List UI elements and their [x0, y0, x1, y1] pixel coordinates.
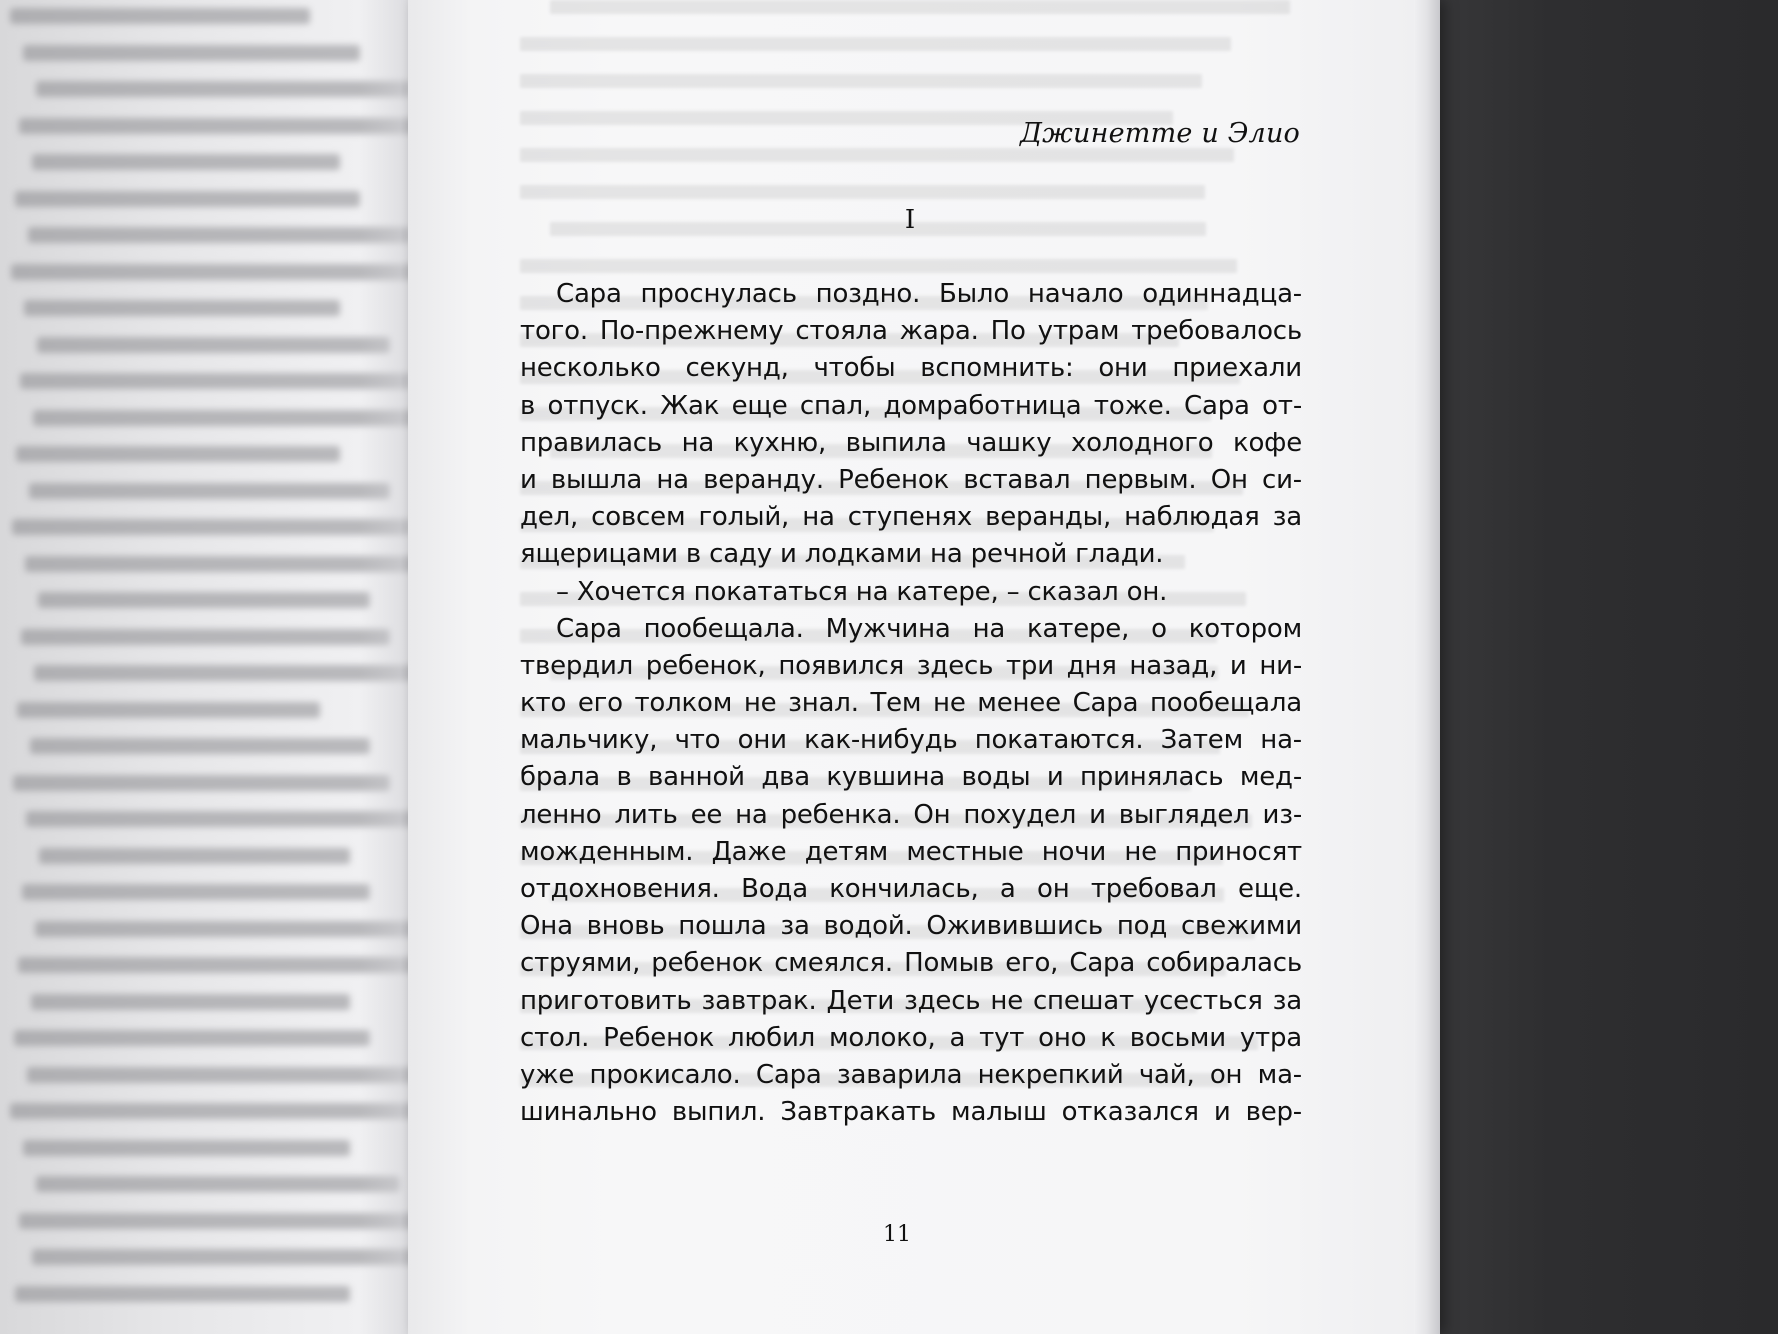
ghost-line — [550, 0, 1290, 14]
text-line: шинально выпил. Завтракать малыш отказался и вер- — [520, 1097, 1302, 1128]
text-line: мальчику, что они как-нибудь покатаются. Затем на- — [520, 725, 1302, 756]
text-line: твердил ребенок, появился здесь три дня назад, и ни- — [520, 650, 1302, 681]
text-line: Она вновь пошла за водой. Оживившись под свежими — [520, 911, 1302, 942]
ghost-line — [520, 37, 1231, 51]
blurred-line — [15, 1286, 350, 1302]
page-edge — [1414, 0, 1440, 1334]
text-line: в отпуск. Жак еще спал, домработница тоже. Сара от- — [520, 390, 1302, 421]
ghost-line — [550, 222, 1206, 236]
blurred-line — [29, 483, 390, 499]
blurred-line — [16, 446, 340, 462]
blurred-line — [28, 227, 410, 243]
blurred-line — [15, 191, 360, 207]
blurred-line — [23, 45, 360, 61]
blurred-line — [17, 702, 320, 718]
blurred-line — [36, 81, 410, 97]
blurred-line — [12, 519, 410, 535]
left-page-blurred — [0, 0, 420, 1334]
text-line: Сара проснулась поздно. Было начало одиннадца- — [556, 279, 1302, 309]
text-line: ящерицами в саду и лодками на речной глади. — [520, 539, 1164, 570]
blurred-line — [37, 337, 390, 353]
ghost-line — [520, 148, 1234, 162]
text-line: уже прокисало. Сара заварила некрепкий чай, он ма- — [520, 1059, 1302, 1090]
blurred-line — [13, 775, 390, 791]
ghost-line — [520, 74, 1202, 88]
text-line: струями, ребенок смеялся. Помыв его, Сара собиралась — [520, 948, 1302, 979]
blurred-line — [32, 154, 340, 170]
blurred-line — [30, 738, 370, 754]
text-line: ленно лить ее на ребенка. Он похудел и выглядел из- — [520, 799, 1302, 830]
left-page-text-blur — [0, 0, 420, 1334]
text-line: дел, совсем голый, на ступенях веранды, наблюдая за — [520, 502, 1302, 533]
text-line: несколько секунд, чтобы вспомнить: они приехали — [520, 353, 1302, 384]
blurred-line — [36, 1176, 400, 1192]
text-line: приготовить завтрак. Дети здесь не спешат усесться за — [520, 985, 1302, 1016]
ghost-line — [520, 259, 1237, 273]
body-text — [520, 276, 1302, 1131]
running-head: Джинетте и Элио — [1019, 118, 1300, 149]
text-line: можденным. Даже детям местные ночи не приносят — [520, 836, 1302, 867]
blurred-line — [23, 1140, 350, 1156]
text-line: стол. Ребенок любил молоко, а тут оно к восьми утра — [520, 1022, 1302, 1053]
text-line: того. По-прежнему стояла жара. По утрам требовалось — [520, 316, 1302, 347]
chapter-number: I — [904, 205, 916, 235]
text-line: Сара пообещала. Мужчина на катере, о котором — [556, 613, 1302, 644]
page-number: 11 — [883, 1222, 911, 1247]
text-line: кто его толком не знал. Тем не менее Сара пообещала — [520, 688, 1302, 719]
blurred-line — [24, 300, 340, 316]
blurred-line — [38, 592, 370, 608]
blurred-line — [39, 848, 350, 864]
blurred-line — [21, 629, 390, 645]
blurred-line — [14, 1030, 370, 1046]
text-line: отдохновения. Вода кончилась, а он требовал еще. — [520, 874, 1302, 904]
text-line: – Хочется покататься на катере, – сказал он. — [556, 576, 1168, 607]
ghost-line — [520, 185, 1205, 199]
blurred-line — [31, 994, 350, 1010]
text-line: и вышла на веранду. Ребенок вставал первым. Он си- — [520, 464, 1302, 495]
blurred-line — [20, 373, 410, 389]
text-line: правилась на кухню, выпила чашку холодного кофе — [520, 427, 1302, 458]
dark-background — [1400, 0, 1778, 1334]
blurred-line — [22, 884, 370, 900]
text-line: брала в ванной два кувшина воды и принялась мед- — [520, 762, 1302, 793]
blurred-line — [11, 264, 420, 280]
blurred-line — [10, 1103, 420, 1119]
blurred-line — [10, 8, 310, 24]
